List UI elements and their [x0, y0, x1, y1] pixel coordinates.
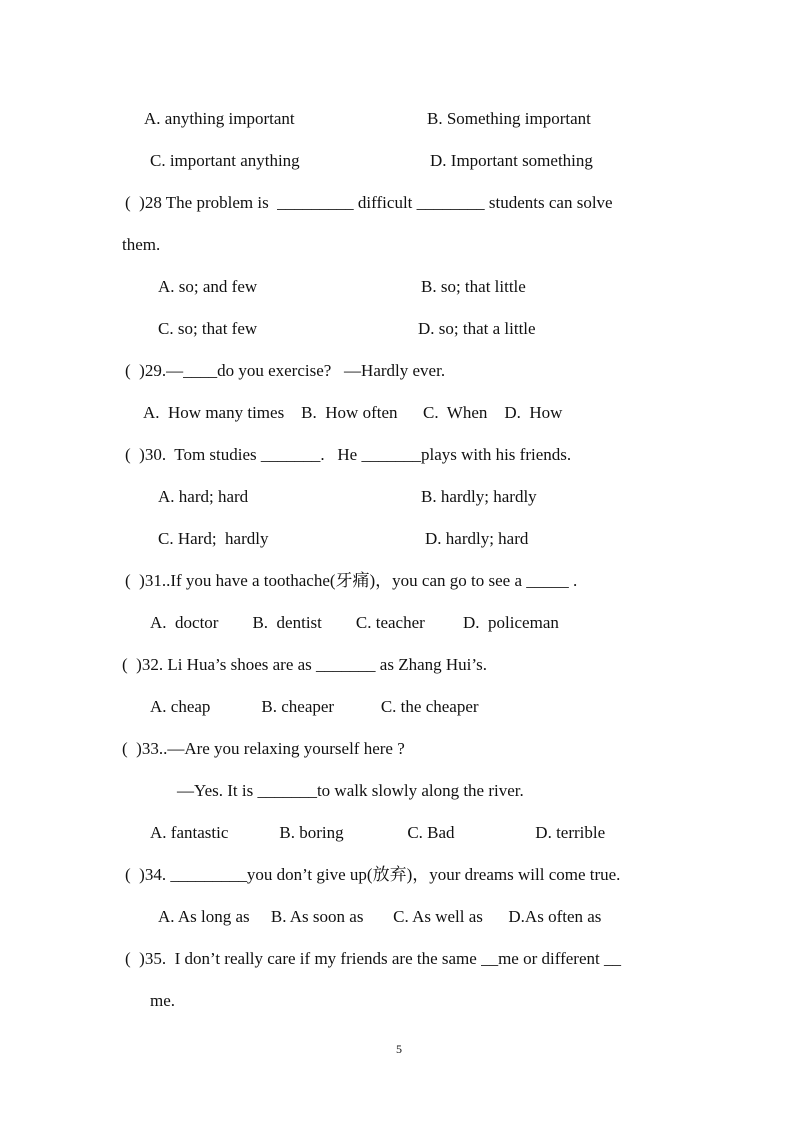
- q33-options: A. fantastic B. boring C. Bad D. terrible: [150, 823, 606, 842]
- q30-option-c: C. Hard; hardly: [158, 529, 269, 548]
- q33-stem-reply: —Yes. It is _______to walk slowly along the river.: [177, 781, 524, 800]
- q27-option-a: A. anything important: [144, 109, 295, 128]
- q31-stem: ( )31..If you have a toothache(牙痛)，you can go to see a _____ .: [125, 571, 578, 590]
- q28-option-b: B. so; that little: [421, 277, 526, 296]
- q35-stem-continued: me.: [150, 991, 176, 1010]
- q27-option-b: B. Something important: [427, 109, 591, 128]
- q29-options: A. How many times B. How often C. When D. How: [143, 403, 563, 422]
- q32-stem: ( )32. Li Hua’s shoes are as _______ as Zhang Hui’s.: [122, 655, 487, 674]
- q30-option-a: A. hard; hard: [158, 487, 249, 506]
- q34-stem: ( )34. _________you don’t give up(放弃)，your dreams will come true.: [125, 865, 621, 884]
- q28-stem: ( )28 The problem is _________ difficult ________ students can solve: [125, 193, 613, 212]
- q34-options: A. As long as B. As soon as C. As well as D.As often as: [158, 907, 602, 926]
- q30-option-d: D. hardly; hard: [425, 529, 529, 548]
- q27-option-c: C. important anything: [150, 151, 300, 170]
- q28-stem-continued: them.: [122, 235, 161, 254]
- q32-options: A. cheap B. cheaper C. the cheaper: [150, 697, 479, 716]
- q28-option-c: C. so; that few: [158, 319, 258, 338]
- q33-stem: ( )33..—Are you relaxing yourself here ?: [122, 739, 405, 758]
- page-number: 5: [396, 1042, 402, 1056]
- q30-stem: ( )30. Tom studies _______. He _______plays with his friends.: [125, 445, 572, 464]
- q35-stem: ( )35. I don’t really care if my friends are the same __me or different __: [125, 949, 621, 968]
- q29-stem: ( )29.—____do you exercise? —Hardly ever.: [125, 361, 446, 380]
- q27-option-d: D. Important something: [430, 151, 593, 170]
- q31-options: A. doctor B. dentist C. teacher D. policeman: [150, 613, 559, 632]
- q28-option-a: A. so; and few: [158, 277, 258, 296]
- q28-option-d: D. so; that a little: [418, 319, 536, 338]
- q30-option-b: B. hardly; hardly: [421, 487, 537, 506]
